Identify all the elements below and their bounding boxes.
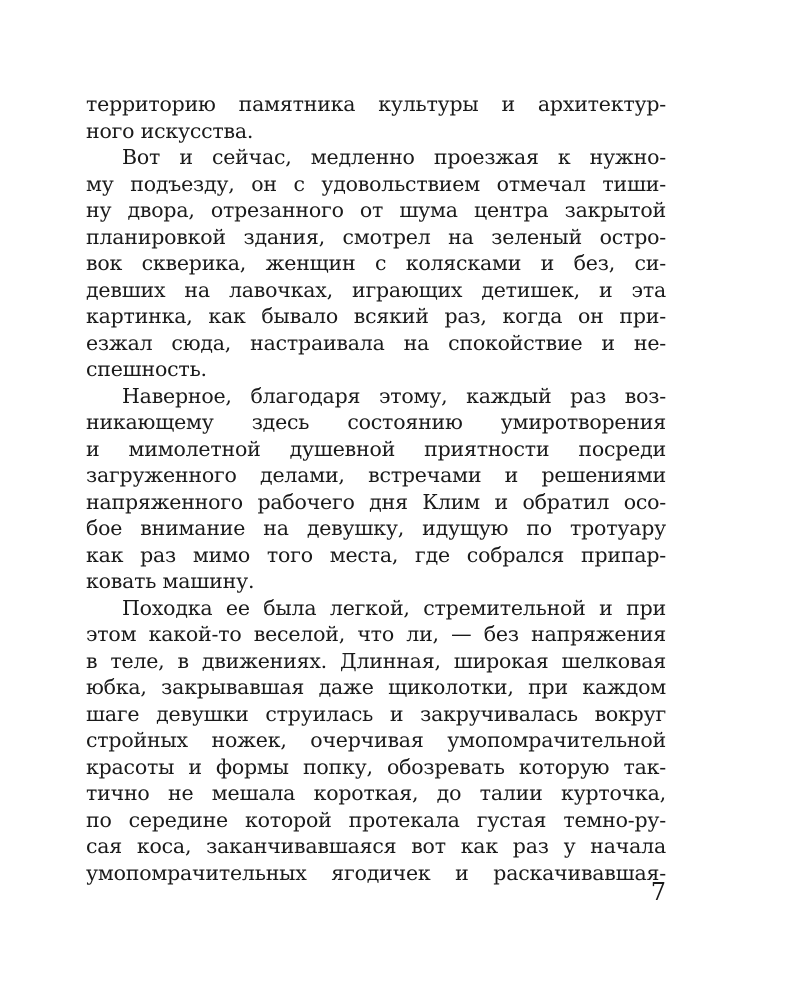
text-line: девших на лавочках, играющих детишек, и эта — [86, 277, 666, 302]
text-line: бое внимание на девушку, идущую по тротуару — [86, 516, 666, 540]
text-line: му подъезду, он с удовольствием отмечал тиши- — [86, 171, 666, 196]
text-line: езжал сюда, настраивала на спокойствие и не- — [86, 330, 666, 355]
page-number: 7 — [650, 878, 666, 906]
text-line: стройных ножек, очерчивая умопомрачительной — [86, 728, 666, 752]
text-line: умопомрачительных ягодичек и раскачивавшая- — [86, 860, 666, 885]
text-line: по середине которой протекала густая темно-ру- — [86, 807, 666, 832]
text-line: загруженного делами, встречами и решениями — [86, 463, 666, 487]
text-line: вок скверика, женщин с колясками и без, си- — [86, 251, 666, 275]
text-line: сая коса, заканчивавшаяся вот как раз у начала — [86, 834, 666, 858]
text-line: красоты и формы попку, обозревать которую так- — [86, 754, 666, 779]
paragraph-first-line: Вот и сейчас, медленно проезжая к нужно- — [122, 145, 666, 169]
text-line: территорию памятника культуры и архитектур- — [86, 92, 666, 116]
text-line: юбка, закрывавшая даже щиколотки, при каждом — [86, 675, 666, 699]
text-line: напряженного рабочего дня Клим и обратил осо- — [86, 489, 666, 514]
text-line: картинка, как бывало всякий раз, когда он при- — [86, 304, 666, 328]
text-line: и мимолетной душевной приятности посреди — [86, 436, 666, 461]
text-line: как раз мимо того места, где собрался припар- — [86, 542, 666, 567]
text-line: ковать машину. — [86, 569, 255, 593]
paragraph-first-line: Наверное, благодаря этому, каждый раз воз- — [122, 383, 666, 408]
body-text — [86, 91, 666, 886]
text-line: ну двора, отрезанного от шума центра закрытой — [86, 198, 666, 222]
text-line: в теле, в движениях. Длинная, широкая шелковая — [86, 648, 666, 673]
text-line: спешность. — [86, 357, 207, 381]
text-line: этом какой-то веселой, что ли, — без напряжения — [86, 622, 666, 646]
text-line: шаге девушки струилась и закручивалась вокруг — [86, 701, 666, 726]
text-line: никающему здесь состоянию умиротворения — [86, 410, 666, 434]
text-line: планировкой здания, смотрел на зеленый остро- — [86, 224, 666, 249]
paragraph-first-line: Походка ее была легкой, стремительной и при — [122, 595, 666, 620]
text-line: тично не мешала короткая, до талии курточка, — [86, 781, 666, 805]
text-line: ного искусства. — [86, 118, 254, 143]
